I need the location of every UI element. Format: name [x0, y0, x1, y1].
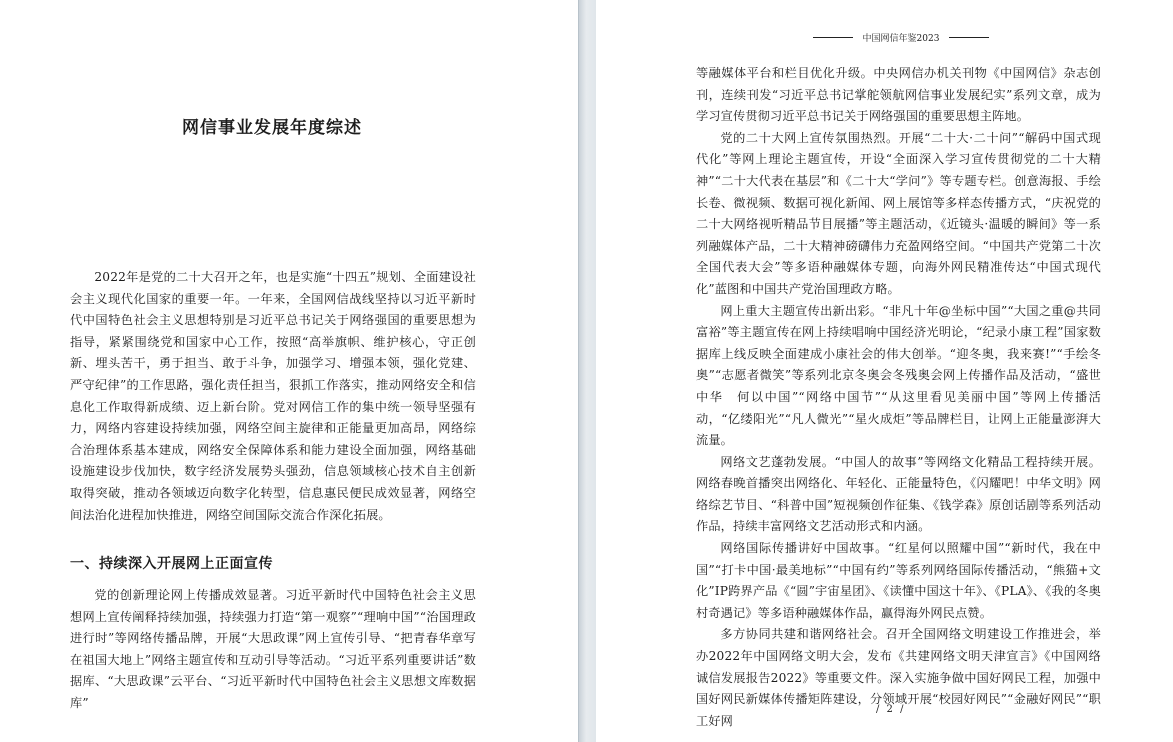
left-page — [0, 0, 578, 742]
section-paragraph: 党的创新理论网上传播成效显著。习近平新时代中国特色社会主义思想网上宣传阐释持续加强，持续强力打造“第一观察”“理响中国”“治国理政进行时”等网络传播品牌，开展“大思政课”网上宣传引导、“把青春华章写在祖国大地上”网络主题宣传和互动引导等活动。“习近平系列重要讲话”数据库、“大思政课”云平台、“习近平新时代中国特色社会主义思想文库数据库” — [70, 588, 476, 710]
body-paragraph: 网络国际传播讲好中国故事。“红星何以照耀中国”“新时代，我在中国”“打卡中国·最美地标”“中国有约”等系列网络国际传播活动，“熊猫+文化”IP跨界产品《“圆”宇宙星团》、《读懂中国这十年》、《PLA》、《我的冬奥村奇遇记》等多语种融媒体作品，赢得海外网民点赞。 — [696, 541, 1101, 620]
right-text-block — [696, 63, 1101, 732]
header-rule-right — [949, 37, 989, 38]
page-number: / 2 / — [876, 704, 906, 715]
running-header-text: 中国网信年鉴2023 — [862, 33, 940, 44]
body-paragraph: 网络文艺蓬勃发展。“中国人的故事”等网络文化精品工程持续开展。网络春晚首播突出网络化、年轻化、正能量特色，《闪耀吧！中华文明》网络综艺节目、“科普中国”短视频创作征集、《钱学森》原创话剧等系列活动作品，持续丰富网络文艺活动形式和内涵。 — [696, 454, 1101, 534]
header-rule-left — [813, 37, 853, 38]
body-paragraph: 多方协同共建和谐网络社会。召开全国网络文明建设工作推进会，举办2022年中国网络文明大会，发布《共建网络文明天津宣言》《中国网络诚信发展报告2022》等重要文件。深入实施争做中国好网民工程，加强中国好网民新媒体传播矩阵建设，分领域开展“校园好网民”“金融好网民”“职工好网 — [696, 627, 1101, 728]
book-gutter — [578, 0, 597, 742]
right-page — [596, 0, 1173, 742]
running-header — [806, 29, 996, 45]
body-paragraph: 网上重大主题宣传出新出彩。“非凡十年@坐标中国”“大国之重@共同富裕”等主题宣传在网上持续唱响中国经济光明论，“纪录小康工程”国家数据库上线反映全面建成小康社会的伟大创举。“迎冬奥，我来赛!”“手绘冬奥”“志愿者微笑”等系列北京冬奥会冬残奥会网上传播作品及活动，“盛世中华 何以中国”“网络中国节”“从这里看见美丽中国”等网上传播活动，“亿缕阳光”“凡人微光”“星火成炬”等品牌栏目，让网上正能量澎湃大流量。 — [696, 303, 1101, 448]
continued-paragraph: 等融媒体平台和栏目优化升级。中央网信办机关刊物《中国网信》杂志创刊，连续刊发“习近平总书记掌舵领航网信事业发展纪实”系列文章，成为学习宣传贯彻习近平总书记关于网络强国的重要思想主阵地。 — [696, 66, 1101, 124]
section-text-block — [70, 585, 476, 715]
intro-paragraph: 2022年是党的二十大召开之年，也是实施“十四五”规划、全面建设社会主义现代化国家的重要一年。一年来，全国网信战线坚持以习近平新时代中国特色社会主义思想特别是习近平总书记关于网络强国的重要思想为指导，紧紧围绕党和国家中心工作，按照“高举旗帜、维护核心，守正创新、埋头苦干，勇于担当、敢于斗争，加强学习、增强本领，强化党建、严守纪律”的工作思路，强化责任担当，狠抓工作落实，推动网络安全和信息化工作取得新成绩、迈上新台阶。党对网信工作的集中统一领导坚强有力，网络内容建设持续加强，网络空间主旋律和正能量更加高昂，网络综合治理体系基本建成，网络安全保障体系和能力建设全面加强，网络基础设施建设步伐加快，数字经济发展势头强劲，信息领域核心技术自主创新取得突破，推动各领域迈向数字化转型，信息惠民便民成效显著，网络空间法治化进程加快推进，网络空间国际交流合作深化拓展。 — [70, 270, 476, 522]
intro-text-block — [70, 267, 476, 526]
article-title: 网信事业发展年度综述 — [182, 118, 362, 138]
section-heading: 一、持续深入开展网上正面宣传 — [70, 556, 273, 572]
body-paragraph: 党的二十大网上宣传氛围热烈。开展“二十大·二十问”“解码中国式现代化”等网上理论主题宣传，开设“全面深入学习宣传贯彻党的二十大精神”“二十大代表在基层”和《二十大“学问”》等专题专栏。创意海报、手绘长卷、微视频、数据可视化新闻、网上展馆等多样态传播方式，“庆祝党的二十大网络视听精品节目展播”等主题活动，《近镜头·温暖的瞬间》等一系列融媒体产品，二十大精神磅礴伟力充盈网络空间。“中国共产党第二十次全国代表大会”等多语种融媒体专题，向海外网民精准传达“中国式现代化”蓝图和中国共产党治国理政方略。 — [696, 130, 1101, 296]
